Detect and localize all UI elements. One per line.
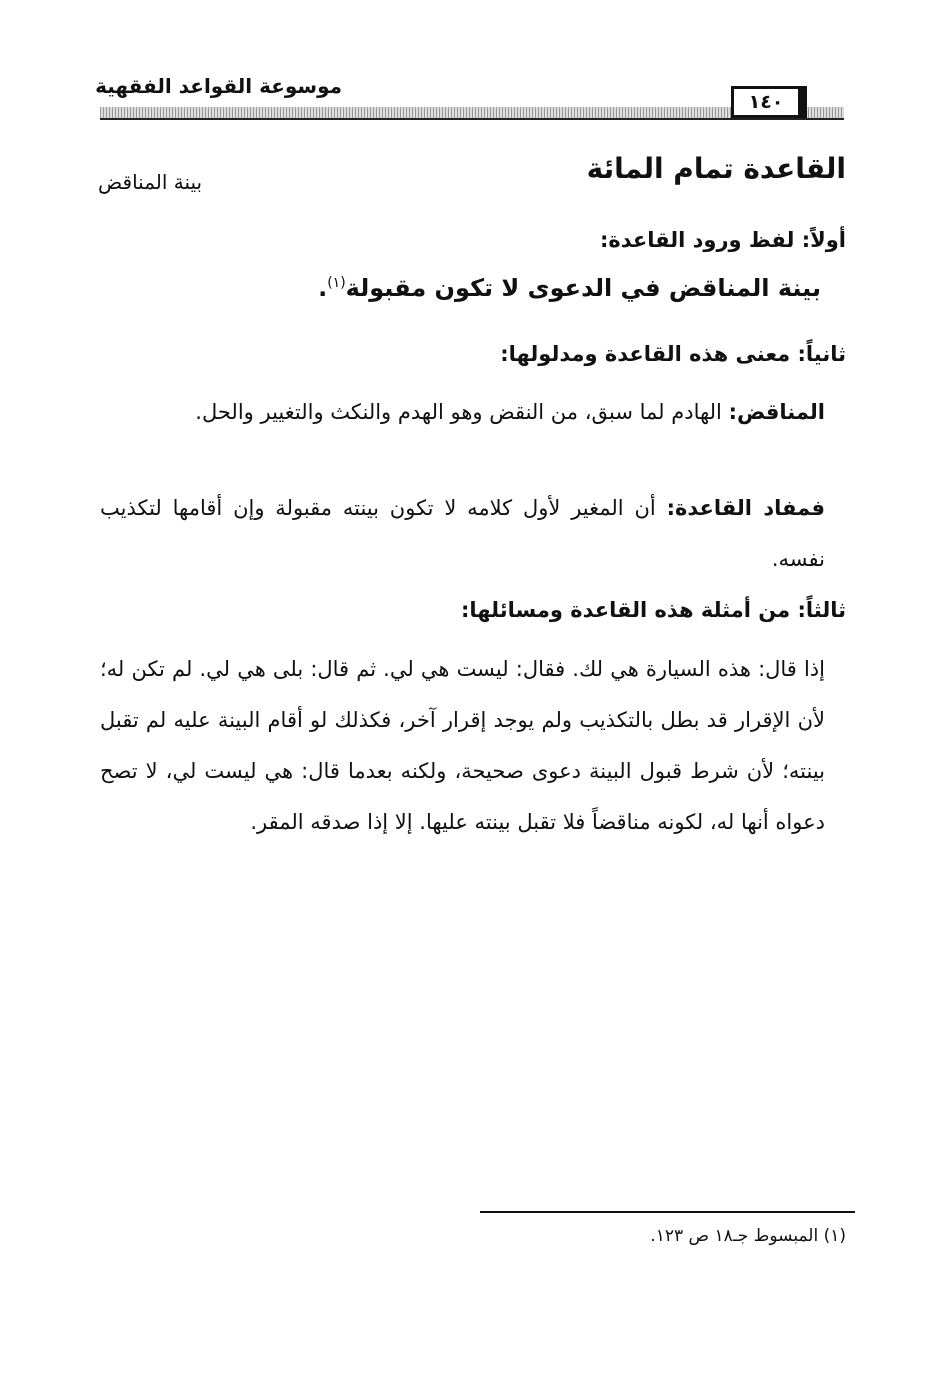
purport-label: فمفاد القاعدة: bbox=[666, 496, 825, 520]
section-heading-wording: أولاً: لفظ ورود القاعدة: bbox=[599, 228, 846, 252]
footnote: (١) المبسوط جـ١٨ ص ١٢٣. bbox=[650, 1226, 846, 1246]
section-heading-meaning: ثانياً: معنى هذه القاعدة ومدلولها: bbox=[500, 342, 846, 366]
rule-statement-text: بينة المناقض في الدعوى لا تكون مقبولة bbox=[345, 274, 821, 302]
page-number: ١٤٠ bbox=[731, 86, 801, 118]
rule-title: القاعدة تمام المائة bbox=[586, 152, 846, 185]
footnote-separator bbox=[480, 1211, 855, 1213]
purport-text: أن المغير لأول كلامه لا تكون بينته مقبولة وإن أقامها لتكذيب نفسه. bbox=[100, 496, 825, 571]
rule-short-name: بينة المناقض bbox=[98, 170, 203, 194]
running-header-title: موسوعة القواعد الفقهية bbox=[95, 74, 342, 98]
rule-statement-end: . bbox=[318, 274, 328, 302]
term-label: المناقض: bbox=[728, 400, 825, 424]
paragraph-definition bbox=[100, 387, 825, 438]
rule-statement bbox=[318, 274, 821, 302]
paragraph-examples: إذا قال: هذه السيارة هي لك. فقال: ليست هي لي. ثم قال: بلى هي لي. لم تكن له؛ لأن الإقرار قد بطل بالتكذيب ولم يوجد إقرار آخر، فكذلك لو أقام البينة عليه لم تقبل بينته؛ لأن شرط قبول البينة دعوى صحيحة، ولكنه بعدما قال: هي ليست لي، لا تصح دعواه أنها له، لكونه مناقضاً فلا تقبل بينته عليها. إلا إذا صدقه المقر. bbox=[100, 657, 825, 834]
section-heading-examples: ثالثاً: من أمثلة هذه القاعدة ومسائلها: bbox=[460, 598, 846, 622]
footnote-reference: (١) bbox=[327, 275, 346, 291]
definition-text: الهادم لما سبق، من النقض وهو الهدم والنكث والتغيير والحل. bbox=[195, 400, 729, 424]
paragraph-purport bbox=[100, 483, 825, 585]
